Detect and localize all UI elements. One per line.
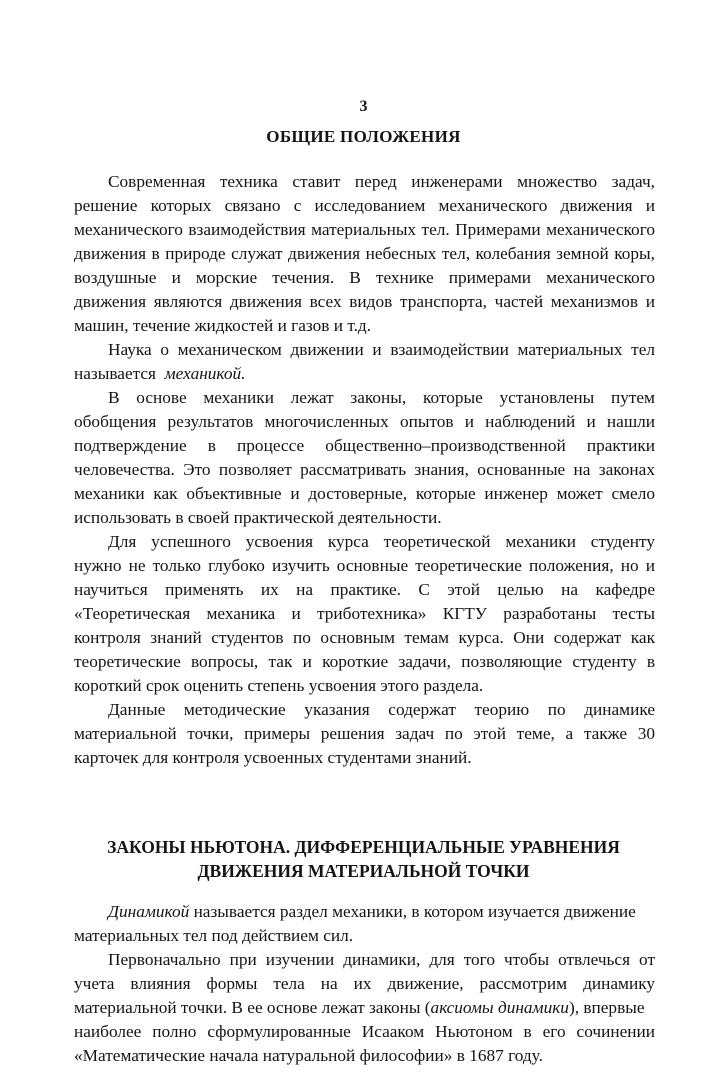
text-line: Для успешного усвоения курса теоретической механики студенту xyxy=(108,532,655,551)
text-line: Первоначально при изучении динамики, для того чтобы отвлечься от xyxy=(108,950,655,969)
text-line: Наука о механическом движении и взаимодействии материальных тел xyxy=(108,340,655,359)
text-fragment: материальной точки. В ее основе лежат законы ( xyxy=(74,998,431,1017)
text-line: решение которых связано с исследованием механического движения и xyxy=(74,196,655,215)
text-line: «Математические начала натуральной философии» в 1687 году. xyxy=(74,1046,543,1065)
section-title-newton-laws: ЗАКОНЫ НЬЮТОНА. ДИФФЕРЕНЦИАЛЬНЫЕ УРАВНЕНИЯ xyxy=(107,837,620,857)
text-line: Современная техника ставит перед инженерами множество задач, xyxy=(108,172,655,191)
term-mechanics: механикой. xyxy=(164,364,246,383)
text-line: В основе механики лежат законы, которые установлены путем xyxy=(108,388,655,407)
text-line: материальной точки, примеры решения задач по этой теме, а также 30 xyxy=(74,724,655,743)
text-line: использовать в своей практической деятельности. xyxy=(74,508,442,527)
text-line xyxy=(74,996,655,1020)
text-line: научиться применять их на практике. С этой целью на кафедре xyxy=(74,580,655,599)
text-fragment: ), впервые xyxy=(568,998,645,1017)
text-line: короткий срок оценить степень усвоения этого раздела. xyxy=(74,676,484,695)
text-line: воздушные и морские течения. В технике примерами механического xyxy=(74,268,655,287)
text-line: подтверждение в процессе общественно–производственной практики xyxy=(74,436,655,455)
text-line: «Теоретическая механика и триботехника» КГТУ разработаны тесты xyxy=(74,604,655,623)
text-line: Данные методические указания содержат теорию по динамике xyxy=(108,700,655,719)
text-line: человечества. Это позволяет рассматривать знания, основанные на законах xyxy=(74,460,655,479)
section-title-newton-laws-line2: ДВИЖЕНИЯ МАТЕРИАЛЬНОЙ ТОЧКИ xyxy=(197,861,530,881)
text-line: движения являются движения всех видов транспорта, частей механизмов и xyxy=(74,292,655,311)
text-line: машин, течение жидкостей и газов и т.д. xyxy=(74,316,372,335)
text-line: материальных тел под действием сил. xyxy=(74,926,354,945)
text-fragment: называется xyxy=(74,364,157,383)
text-line xyxy=(108,900,636,924)
text-line: обобщения результатов многочисленных опытов и наблюдений и нашли xyxy=(74,412,655,431)
text-line: учета влияния формы тела на их движение, рассмотрим динамику xyxy=(74,974,655,993)
text-line: карточек для контроля усвоенных студентами знаний. xyxy=(74,748,472,767)
term-dynamics: Динамикой xyxy=(108,902,190,921)
text-line xyxy=(74,362,245,386)
text-line: движения в природе служат движения небесных тел, колебания земной коры, xyxy=(74,244,655,263)
text-line: механики как объективные и достоверные, которые инженер может смело xyxy=(74,484,655,503)
term-axioms-of-dynamics: аксиомы динамики xyxy=(430,998,569,1017)
text-line: наиболее полно сформулированные Исааком Ньютоном в его сочинении xyxy=(74,1022,655,1041)
text-fragment: называется раздел механики, в котором изучается движение xyxy=(193,902,636,921)
text-line: теоретические вопросы, так и короткие задачи, позволяющие студенту в xyxy=(74,652,655,671)
text-line: контроля знаний студентов по основным темам курса. Они содержат как xyxy=(74,628,655,647)
page-number: 3 xyxy=(359,98,368,115)
text-line: механического взаимодействия материальных тел. Примерами механического xyxy=(74,220,655,239)
section-title-general: ОБЩИЕ ПОЛОЖЕНИЯ xyxy=(266,127,461,146)
text-line: нужно не только глубоко изучить основные теоретические положения, но и xyxy=(74,556,655,575)
